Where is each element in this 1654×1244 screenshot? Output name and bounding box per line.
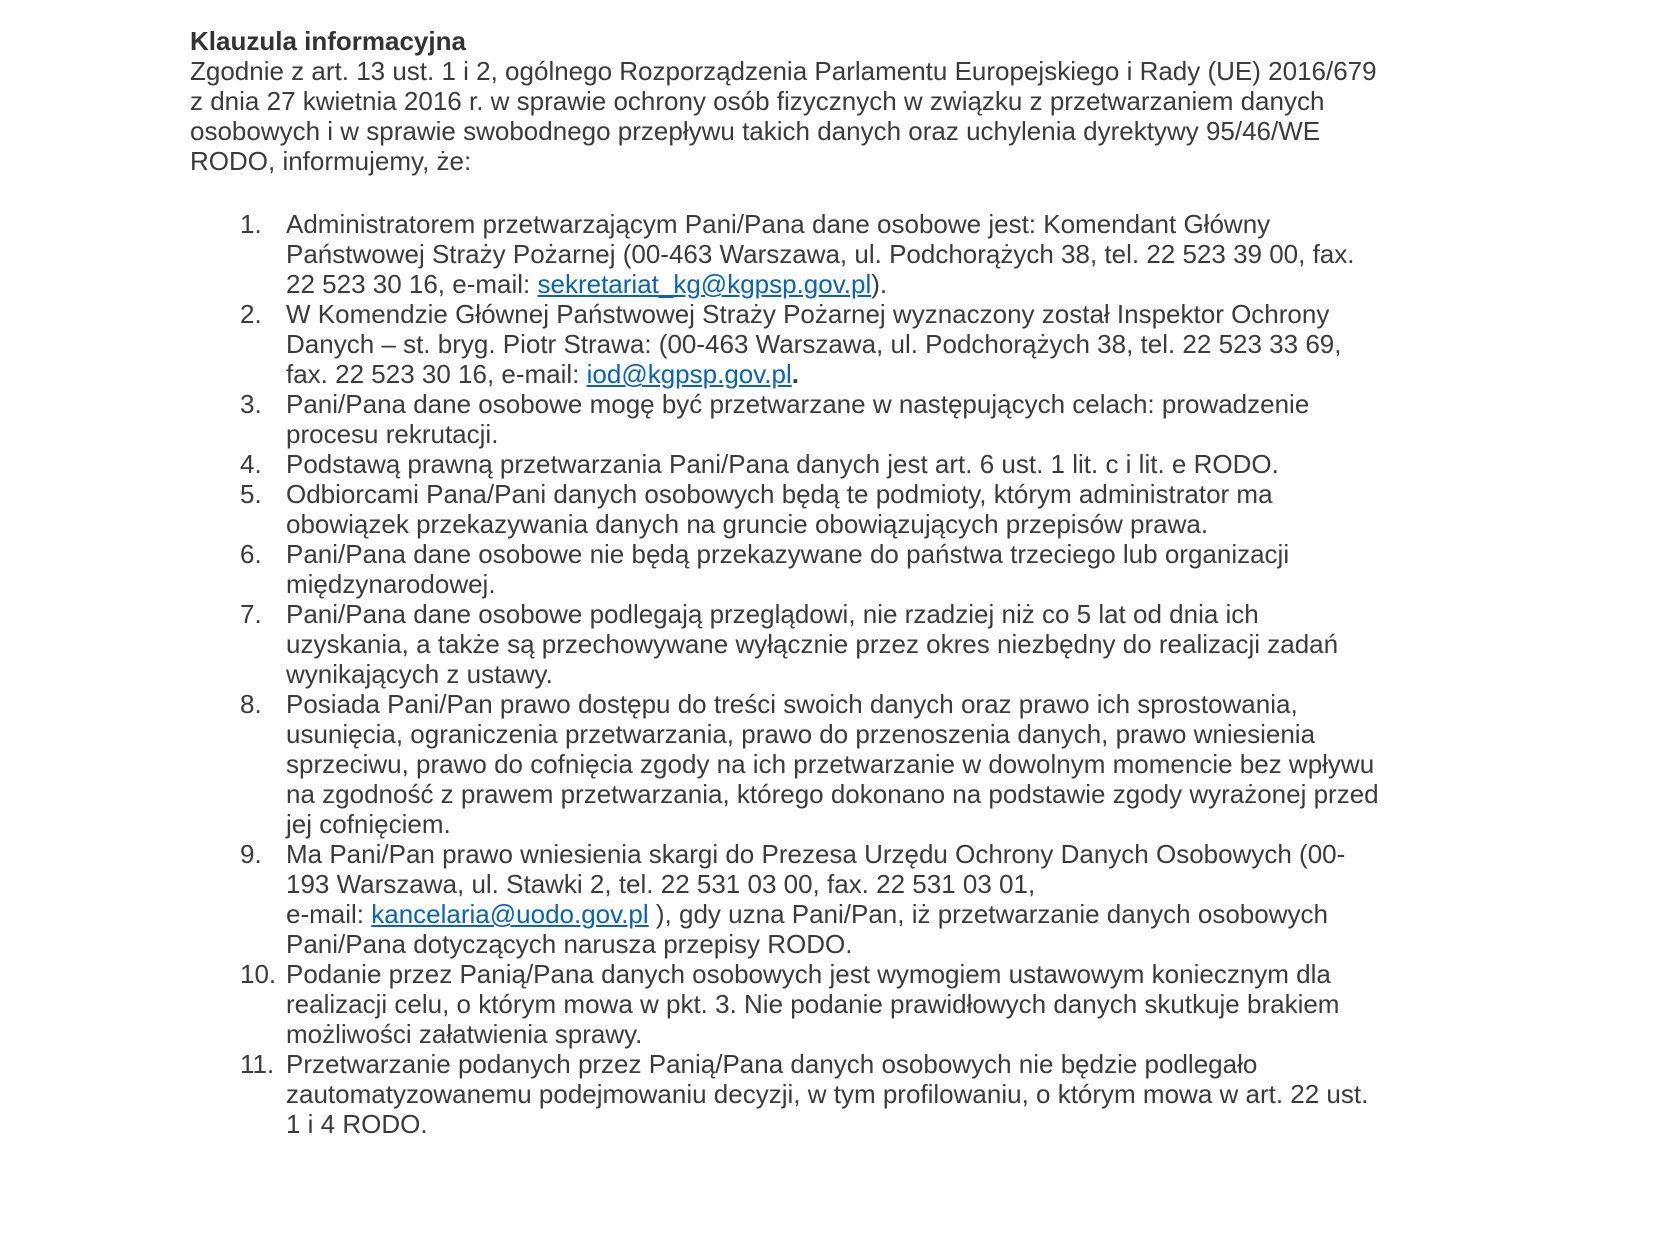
list-item (190, 209, 1386, 299)
item-text: Przetwarzanie podanych przez Panią/Pana danych osobowych nie będzie podlegało zautomatyzowanemu podejmowaniu decyzji, w tym profilowaniu, o którym mowa w art. 22 ust. 1 i 4 RODO. (286, 1049, 1369, 1139)
item-number: 2. (240, 299, 262, 329)
item-number: 10. (240, 959, 277, 989)
item-number: 3. (240, 389, 262, 419)
item-number: 1. (240, 209, 262, 239)
item-text: Odbiorcami Pana/Pani danych osobowych będą te podmioty, którym administrator ma obowiązek przekazywania danych na gruncie obowiązujących przepisów prawa. (286, 479, 1273, 539)
item-text: Pani/Pana dane osobowe nie będą przekazywane do państwa trzeciego lub organizacji międzynarodowej. (286, 539, 1290, 599)
item-text-segment: ), gdy uzna Pani/Pan, iż przetwarzanie danych osobowych Pani/Pana dotyczących narusza przepisy RODO. (286, 899, 1328, 959)
item-number: 6. (240, 539, 262, 569)
item-text: Pani/Pana dane osobowe mogę być przetwarzane w następujących celach: prowadzenie procesu rekrutacji. (286, 389, 1310, 449)
list-item (190, 449, 1386, 479)
list-item (190, 479, 1386, 539)
item-text-segment: ). (871, 269, 888, 299)
numbered-list (190, 209, 1386, 1139)
item-number: 4. (240, 449, 262, 479)
list-item (190, 599, 1386, 689)
list-item (190, 839, 1386, 959)
item-text-segment: . (791, 359, 800, 389)
email-link-sekretariat[interactable]: sekretariat_kg@kgpsp.gov.pl (537, 269, 872, 299)
list-item (190, 299, 1386, 389)
item-text (286, 839, 1386, 959)
item-text-segment: Administratorem przetwarzającym Pani/Pana dane osobowe jest: Komendant Główny Państwowej Straży Pożarnej (00-463 Warszawa, ul. Podchorążych 38, tel. 22 523 39 00, fax. 22 523 30 16, e-mail: (286, 209, 1355, 299)
item-number: 9. (240, 839, 262, 869)
item-text (286, 209, 1386, 299)
item-text-segment: e-mail: (286, 899, 372, 929)
list-item (190, 959, 1386, 1049)
item-text: Posiada Pani/Pan prawo dostępu do treści swoich danych oraz prawo ich sprostowania, usunięcia, ograniczenia przetwarzania, prawo do przenoszenia danych, prawo wniesienia sprzeciwu, prawo do cofnięcia zgody na ich przetwarzanie w dowolnym momencie bez wpływu na zgodność z prawem przetwarzania, którego dokonano na podstawie zgody wyrażonej przed jej cofnięciem. (286, 689, 1379, 839)
list-item (190, 389, 1386, 449)
list-item (190, 539, 1386, 599)
item-text (286, 299, 1386, 389)
item-number: 7. (240, 599, 262, 629)
item-text-segment: W Komendzie Głównej Państwowej Straży Pożarnej wyznaczony został Inspektor Ochrony Danych – st. bryg. Piotr Strawa: (00-463 Warszawa, ul. Podchorążych 38, tel. 22 523 33 69, fax. 22 523 30 16, e-mail: (286, 299, 1342, 389)
item-text: Podanie przez Panią/Pana danych osobowych jest wymogiem ustawowym koniecznym dla realizacji celu, o którym mowa w pkt. 3. Nie podanie prawidłowych danych skutkuje brakiem możliwości załatwienia sprawy. (286, 959, 1340, 1049)
item-text: Pani/Pana dane osobowe podlegają przeglądowi, nie rzadziej niż co 5 lat od dnia ich uzyskania, a także są przechowywane wyłącznie przez okres niezbędny do realizacji zadań wynikających z ustawy. (286, 599, 1339, 689)
item-text-segment: Ma Pani/Pan prawo wniesienia skargi do Prezesa Urzędu Ochrony Danych Osobowych (00-193 Warszawa, ul. Stawki 2, tel. 22 531 03 00, fax. 22 531 03 01, (286, 839, 1346, 899)
email-link-kancelaria[interactable]: kancelaria@uodo.gov.pl (371, 899, 649, 929)
list-item (190, 1049, 1386, 1139)
item-number: 11. (240, 1049, 275, 1079)
email-link-iod[interactable]: iod@kgpsp.gov.pl (586, 359, 792, 389)
item-number: 8. (240, 689, 262, 719)
item-text: Podstawą prawną przetwarzania Pani/Pana danych jest art. 6 ust. 1 lit. c i lit. e RODO. (286, 449, 1279, 479)
intro-paragraph: Zgodnie z art. 13 ust. 1 i 2, ogólnego Rozporządzenia Parlamentu Europejskiego i Rady (UE) 2016/679 z dnia 27 kwietnia 2016 r. w sprawie ochrony osób fizycznych w związku z przetwarzaniem danych osobowych i w sprawie swobodnego przepływu takich danych oraz uchylenia dyrektywy 95/46/WE RODO, informujemy, że: (190, 56, 1377, 176)
document-title: Klauzula informacyjna (190, 26, 466, 56)
item-number: 5. (240, 479, 262, 509)
list-item (190, 689, 1386, 839)
